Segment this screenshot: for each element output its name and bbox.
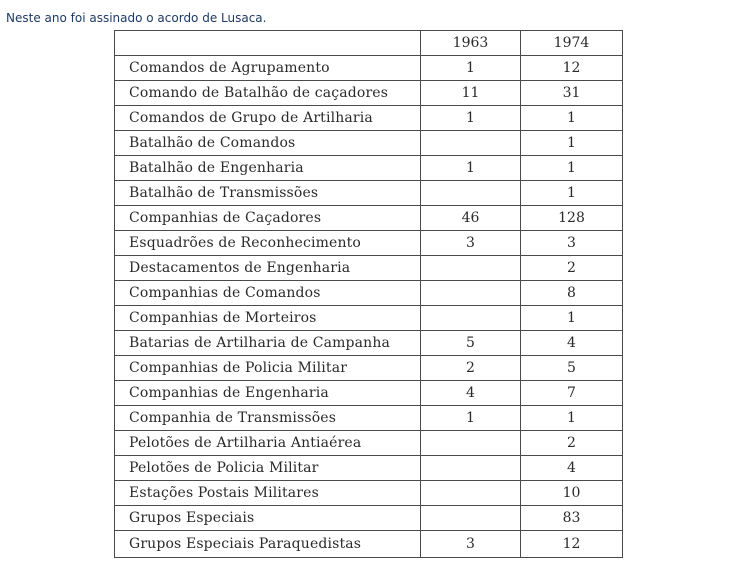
unit-name-cell: Companhias de Morteiros	[115, 306, 421, 331]
unit-name-cell: Comandos de Grupo de Artilharia	[115, 106, 421, 131]
count-1974-cell: 3	[521, 231, 623, 256]
header-year-1974: 1974	[521, 31, 623, 56]
count-1963-cell: 11	[421, 81, 521, 106]
unit-name-cell: Batalhão de Comandos	[115, 131, 421, 156]
count-1963-cell: 1	[421, 106, 521, 131]
count-1974-cell: 83	[521, 506, 623, 531]
count-1974-cell: 31	[521, 81, 623, 106]
count-1974-cell: 1	[521, 106, 623, 131]
military-units-table-image	[114, 30, 622, 557]
unit-name-cell: Companhias de Policia Militar	[115, 356, 421, 381]
count-1963-cell	[421, 181, 521, 206]
count-1963-cell	[421, 456, 521, 481]
table-row	[115, 106, 623, 131]
count-1963-cell: 1	[421, 156, 521, 181]
count-1963-cell	[421, 306, 521, 331]
count-1974-cell: 1	[521, 131, 623, 156]
table-row	[115, 231, 623, 256]
count-1963-cell	[421, 256, 521, 281]
table-row	[115, 81, 623, 106]
unit-name-cell: Grupos Especiais Paraquedistas	[115, 531, 421, 558]
table-row	[115, 431, 623, 456]
count-1974-cell: 7	[521, 381, 623, 406]
count-1963-cell	[421, 506, 521, 531]
count-1974-cell: 12	[521, 531, 623, 558]
unit-name-cell: Esquadrões de Reconhecimento	[115, 231, 421, 256]
table-row	[115, 181, 623, 206]
unit-name-cell: Batalhão de Engenharia	[115, 156, 421, 181]
unit-name-cell: Pelotões de Policia Militar	[115, 456, 421, 481]
table-row	[115, 56, 623, 81]
table-row	[115, 156, 623, 181]
count-1974-cell: 12	[521, 56, 623, 81]
count-1974-cell: 1	[521, 406, 623, 431]
table-row	[115, 206, 623, 231]
count-1974-cell: 128	[521, 206, 623, 231]
count-1974-cell: 1	[521, 181, 623, 206]
count-1963-cell	[421, 281, 521, 306]
table-row	[115, 456, 623, 481]
count-1963-cell: 2	[421, 356, 521, 381]
unit-name-cell: Companhias de Engenharia	[115, 381, 421, 406]
unit-name-cell: Destacamentos de Engenharia	[115, 256, 421, 281]
count-1974-cell: 1	[521, 306, 623, 331]
table-row	[115, 406, 623, 431]
unit-name-cell: Batarias de Artilharia de Campanha	[115, 331, 421, 356]
count-1963-cell: 1	[421, 56, 521, 81]
caption-text: Neste ano foi assinado o acordo de Lusaca.	[6, 11, 267, 25]
military-units-table	[114, 30, 623, 558]
count-1963-cell: 46	[421, 206, 521, 231]
table-row	[115, 481, 623, 506]
count-1963-cell: 3	[421, 531, 521, 558]
count-1974-cell: 1	[521, 156, 623, 181]
table-row	[115, 256, 623, 281]
count-1974-cell: 4	[521, 331, 623, 356]
unit-name-cell: Pelotões de Artilharia Antiaérea	[115, 431, 421, 456]
unit-name-cell: Estações Postais Militares	[115, 481, 421, 506]
table-row	[115, 531, 623, 558]
count-1963-cell	[421, 431, 521, 456]
count-1963-cell: 5	[421, 331, 521, 356]
table-row	[115, 506, 623, 531]
table-row	[115, 306, 623, 331]
unit-name-cell: Comando de Batalhão de caçadores	[115, 81, 421, 106]
count-1974-cell: 8	[521, 281, 623, 306]
count-1963-cell	[421, 131, 521, 156]
unit-name-cell: Companhias de Caçadores	[115, 206, 421, 231]
count-1974-cell: 5	[521, 356, 623, 381]
table-row	[115, 356, 623, 381]
unit-name-cell: Companhias de Comandos	[115, 281, 421, 306]
count-1963-cell: 4	[421, 381, 521, 406]
unit-name-cell: Grupos Especiais	[115, 506, 421, 531]
count-1974-cell: 2	[521, 256, 623, 281]
table-row	[115, 331, 623, 356]
table-row	[115, 281, 623, 306]
unit-name-cell: Companhia de Transmissões	[115, 406, 421, 431]
unit-name-cell: Comandos de Agrupamento	[115, 56, 421, 81]
count-1974-cell: 2	[521, 431, 623, 456]
header-year-1963: 1963	[421, 31, 521, 56]
header-unit	[115, 31, 421, 56]
unit-name-cell: Batalhão de Transmissões	[115, 181, 421, 206]
count-1963-cell: 3	[421, 231, 521, 256]
count-1974-cell: 10	[521, 481, 623, 506]
table-row	[115, 131, 623, 156]
count-1963-cell	[421, 481, 521, 506]
count-1963-cell: 1	[421, 406, 521, 431]
count-1974-cell: 4	[521, 456, 623, 481]
table-row	[115, 381, 623, 406]
table-header-row	[115, 31, 623, 56]
